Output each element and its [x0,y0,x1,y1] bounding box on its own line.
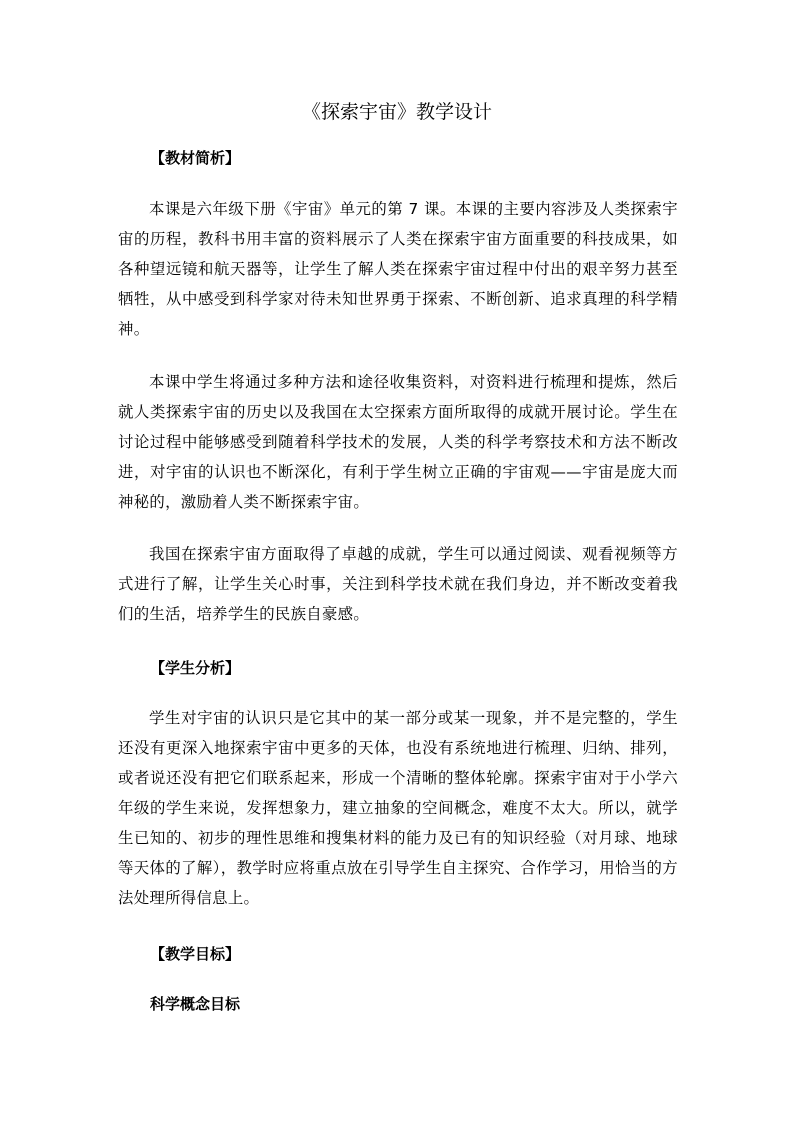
section-heading-teaching-goals: 【教学目标】 [150,945,241,963]
paragraph-textbook-1: 本课是六年级下册《宇宙》单元的第 7 课。本课的主要内容涉及人类探索宇宙的历程，教科书用丰富的资料展示了人类在探索宇宙方面重要的科技成果，如各种望远镜和航天器等，让学生了解人类在探索宇宙过程中付出的艰辛努力甚至牺牲，从中感受到科学家对待未知世界勇于探索、不断创新、追求真理的科学精神。 [118,200,678,338]
paragraph-textbook-2: 本课中学生将通过多种方法和途径收集资料，对资料进行梳理和提炼，然后就人类探索宇宙的历史以及我国在太空探索方面所取得的成就开展讨论。学生在讨论过程中能够感受到随着科学技术的发展，人类的科学考察技术和方法不断改进，对宇宙的认识也不断深化，有利于学生树立正确的宇宙观——宇宙是庞大而神秘的，激励着人类不断探索宇宙。 [118,373,678,511]
document-title: 《探索宇宙》教学设计 [301,101,492,123]
subheading-science-concept-goals: 科学概念目标 [150,995,241,1013]
section-heading-textbook-analysis: 【教材简析】 [150,149,241,167]
paragraph-textbook-3: 我国在探索宇宙方面取得了卓越的成就，学生可以通过阅读、观看视频等方式进行了解，让学生关心时事，关注到科学技术就在我们身边，并不断改变着我们的生活，培养学生的民族自豪感。 [118,545,678,623]
section-heading-student-analysis: 【学生分析】 [150,659,241,677]
paragraph-student-1: 学生对宇宙的认识只是它其中的某一部分或某一现象，并不是完整的，学生还没有更深入地探索宇宙中更多的天体，也没有系统地进行梳理、归纳、排列，或者说还没有把它们联系起来，形成一个清晰的整体轮廓。探索宇宙对于小学六年级的学生来说，发挥想象力，建立抽象的空间概念，难度不太大。所以，就学生已知的、初步的理性思维和搜集材料的能力及已有的知识经验（对月球、地球等天体的了解），教学时应将重点放在引导学生自主探究、合作学习，用恰当的方法处理所得信息上。 [118,709,678,907]
